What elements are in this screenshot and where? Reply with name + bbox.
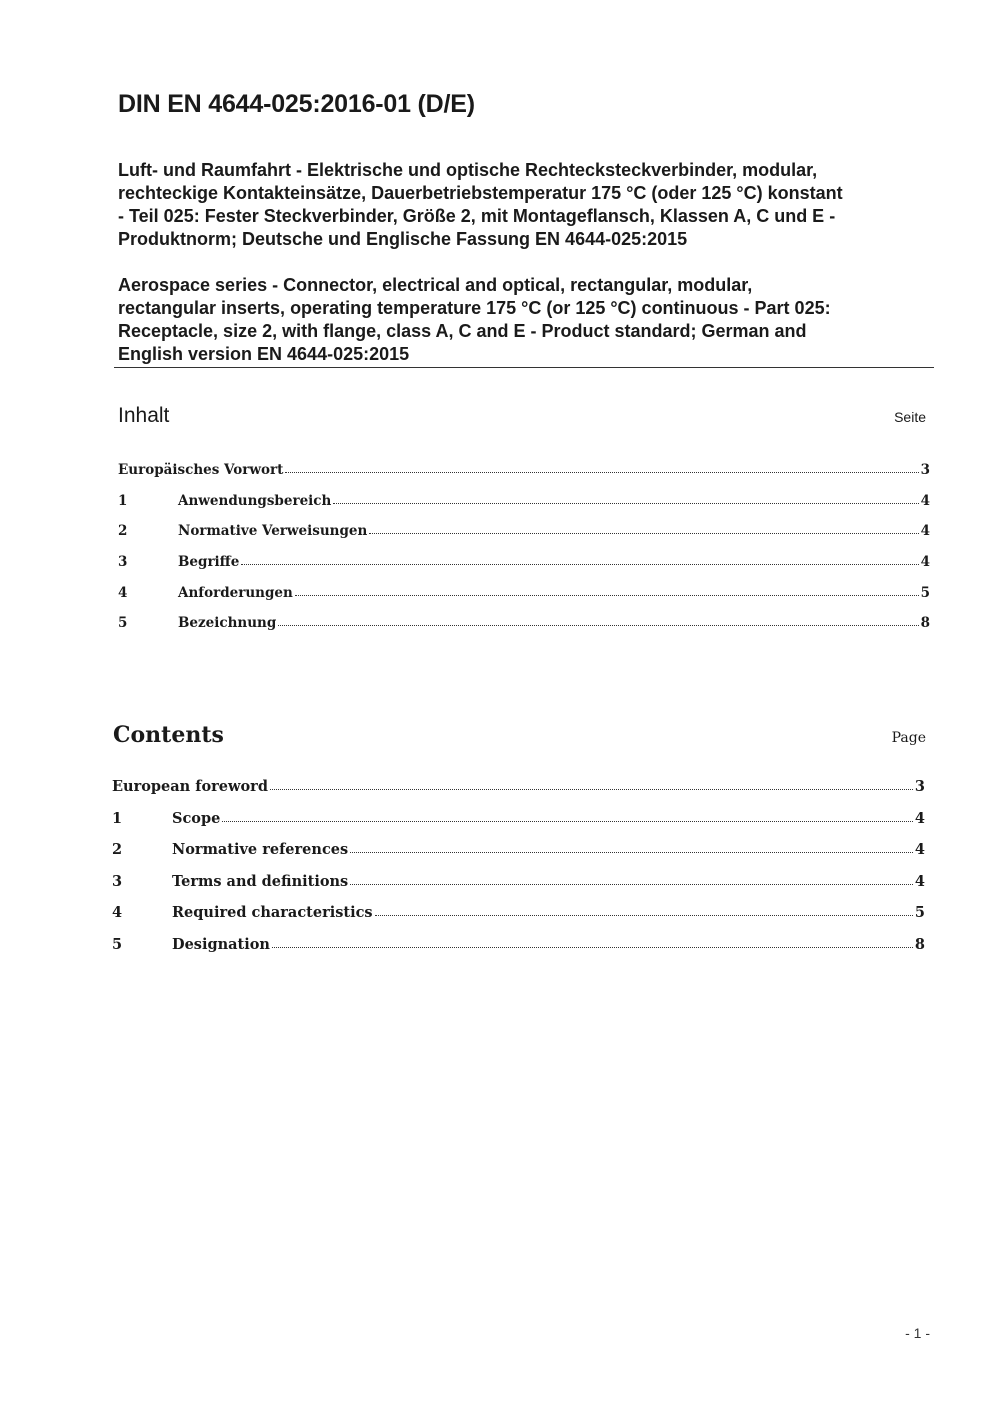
toc-entry[interactable] [118, 493, 930, 524]
toc-entry-number: 3 [112, 872, 123, 890]
toc-entry-number: 4 [118, 584, 128, 601]
toc-entry-title: Normative references [172, 841, 349, 858]
toc-leader-dots [369, 532, 918, 534]
toc-entry-title: Bezeichnung [178, 615, 277, 632]
toc-english-page-label: Page [891, 730, 926, 746]
toc-leader-dots [375, 914, 913, 916]
toc-leader-dots [222, 820, 913, 822]
toc-entry[interactable] [112, 778, 925, 810]
title-divider [114, 367, 934, 368]
toc-entry[interactable] [118, 523, 930, 554]
toc-entry-title: Designation [172, 935, 270, 953]
toc-german-heading: Inhalt [118, 404, 170, 427]
toc-entry[interactable] [118, 462, 930, 493]
toc-leader-dots [350, 883, 913, 885]
toc-entry[interactable] [112, 873, 925, 905]
toc-entry-title: Terms and definitions [172, 872, 349, 890]
toc-entry-page: 4 [914, 841, 925, 858]
toc-entry-page: 8 [920, 615, 930, 632]
toc-entry-page: 4 [914, 809, 925, 827]
toc-entry-title: Begriffe [178, 554, 240, 571]
toc-entry-number: 2 [118, 523, 128, 540]
toc-entry-page: 5 [920, 584, 930, 601]
subtitle-english-line: Aerospace series - Connector, electrical and optical, rectangular, modular, [118, 275, 753, 295]
toc-entry[interactable] [112, 936, 925, 968]
toc-leader-dots [285, 471, 918, 473]
toc-leader-dots [295, 594, 919, 596]
toc-entry-title: Normative Verweisungen [178, 523, 368, 540]
toc-entry-title: Anwendungsbereich [178, 492, 332, 509]
subtitle-german-line: Produktnorm; Deutsche und Englische Fassung EN 4644-025:2015 [118, 229, 688, 249]
toc-entry[interactable] [112, 841, 925, 873]
toc-english-heading: Contents [113, 722, 224, 748]
toc-leader-dots [272, 946, 913, 948]
toc-entry-number: 4 [112, 904, 123, 921]
subtitle-english-line: rectangular inserts, operating temperature 175 °C (or 125 °C) continuous - Part 025: [118, 298, 831, 318]
toc-entry-number: 5 [118, 615, 128, 632]
toc-entry-page: 4 [920, 492, 930, 509]
toc-entry-number: 1 [112, 809, 123, 827]
subtitle-english-line: Receptacle, size 2, with flange, class A, C and E - Product standard; German and [118, 321, 807, 341]
toc-entry-page: 3 [914, 778, 925, 795]
toc-entry-title: European foreword [112, 778, 268, 795]
subtitle-german-line: - Teil 025: Fester Steckverbinder, Größe 2, mit Montageflansch, Klassen A, C und E - [118, 206, 836, 226]
toc-entry-number: 2 [112, 841, 123, 858]
subtitle-german-line: rechteckige Kontakteinsätze, Dauerbetriebstemperatur 175 °C (oder 125 °C) konstant [118, 183, 843, 203]
toc-german-list [118, 462, 930, 646]
toc-leader-dots [333, 502, 918, 504]
toc-german-header [118, 404, 926, 428]
toc-leader-dots [350, 851, 913, 853]
subtitle-german-line: Luft- und Raumfahrt - Elektrische und optische Rechtecksteckverbinder, modular, [118, 160, 818, 180]
subtitle-english [118, 274, 938, 366]
toc-english-list [112, 778, 925, 967]
toc-entry[interactable] [112, 810, 925, 842]
toc-entry-title: Scope [172, 809, 221, 827]
toc-entry-title: Required characteristics [172, 904, 373, 921]
toc-entry[interactable] [118, 615, 930, 646]
toc-entry-number: 3 [118, 554, 128, 571]
toc-entry-page: 3 [920, 462, 930, 478]
toc-entry-title: Europäisches Vorwort [118, 462, 284, 478]
toc-leader-dots [270, 788, 913, 790]
toc-english-header [113, 722, 926, 748]
page-number: - 1 - [905, 1325, 930, 1341]
subtitle-german [118, 159, 938, 251]
toc-entry-page: 4 [920, 554, 930, 571]
toc-entry-page: 8 [914, 935, 925, 953]
toc-leader-dots [241, 563, 918, 565]
toc-entry-page: 4 [914, 872, 925, 890]
toc-entry[interactable] [112, 904, 925, 936]
toc-entry[interactable] [118, 554, 930, 585]
toc-leader-dots [278, 624, 918, 626]
toc-entry[interactable] [118, 585, 930, 616]
subtitle-english-line: English version EN 4644-025:2015 [118, 344, 410, 364]
toc-entry-page: 5 [914, 904, 925, 921]
toc-entry-number: 1 [118, 492, 128, 509]
toc-entry-title: Anforderungen [178, 584, 293, 601]
toc-german-page-label: Seite [894, 409, 926, 425]
toc-entry-page: 4 [920, 523, 930, 540]
toc-entry-number: 5 [112, 935, 123, 953]
document-title: DIN EN 4644-025:2016-01 (D/E) [118, 90, 475, 118]
